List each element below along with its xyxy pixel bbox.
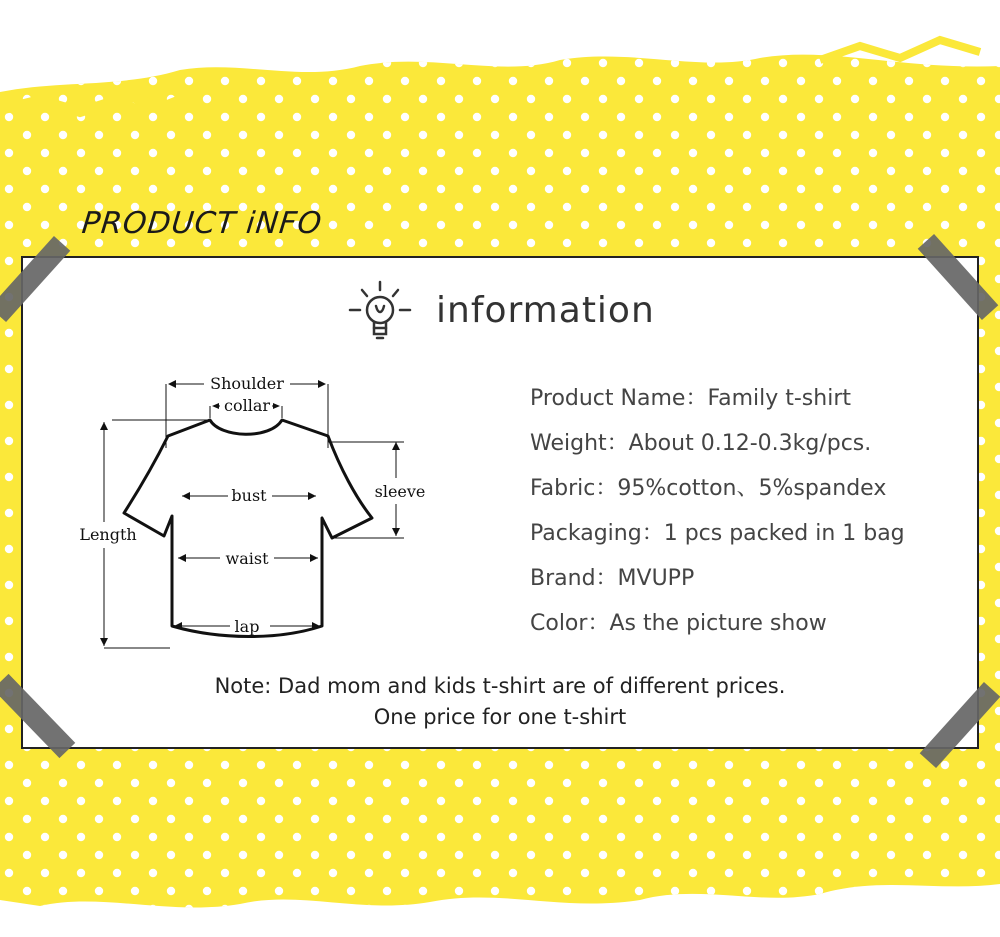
- spec-sep: ：: [595, 566, 618, 591]
- spec-item: [530, 561, 905, 606]
- section-heading: PRODUCT iNFO: [80, 206, 324, 241]
- label-waist: waist: [225, 549, 269, 568]
- spec-item: [530, 471, 905, 516]
- spec-item: [530, 381, 905, 426]
- spec-value: MVUPP: [617, 566, 695, 591]
- spec-value: About 0.12-0.3kg/pcs.: [628, 431, 872, 456]
- spec-key: Packaging: [530, 521, 642, 546]
- label-length: Length: [79, 525, 137, 544]
- price-note-line-2: One price for one t-shirt: [373, 705, 627, 729]
- tshirt-outline: [124, 420, 372, 637]
- label-bust: bust: [231, 486, 267, 505]
- label-shoulder: Shoulder: [210, 374, 284, 393]
- label-collar: collar: [223, 396, 271, 415]
- spec-list: [530, 381, 905, 651]
- spec-sep: ：: [606, 431, 629, 456]
- spec-key: Brand: [530, 566, 596, 591]
- label-sleeve: sleeve: [374, 482, 426, 501]
- spec-value: 1 pcs packed in 1 bag: [663, 521, 905, 546]
- spec-sep: ：: [595, 476, 618, 501]
- spec-value: Family t-shirt: [707, 386, 851, 411]
- spec-item: [530, 516, 905, 561]
- spec-sep: ：: [587, 611, 610, 636]
- tshirt-size-diagram: [60, 368, 460, 658]
- spec-sep: ：: [641, 521, 664, 546]
- spec-value: As the picture show: [609, 611, 827, 636]
- spec-item: [530, 606, 905, 651]
- spec-key: Weight: [530, 431, 607, 456]
- price-note-line-1: Note: Dad mom and kids t-shirt are of different prices.: [214, 674, 786, 698]
- spec-sep: ：: [685, 386, 708, 411]
- lightbulb-icon: [336, 276, 426, 352]
- spec-item: [530, 426, 905, 471]
- spec-key: Product Name: [530, 386, 686, 411]
- spec-key: Color: [530, 611, 588, 636]
- spec-value: 95%cotton、5%spandex: [617, 476, 887, 501]
- label-lap: lap: [234, 617, 260, 636]
- card-title: information: [436, 290, 655, 331]
- spec-key: Fabric: [530, 476, 596, 501]
